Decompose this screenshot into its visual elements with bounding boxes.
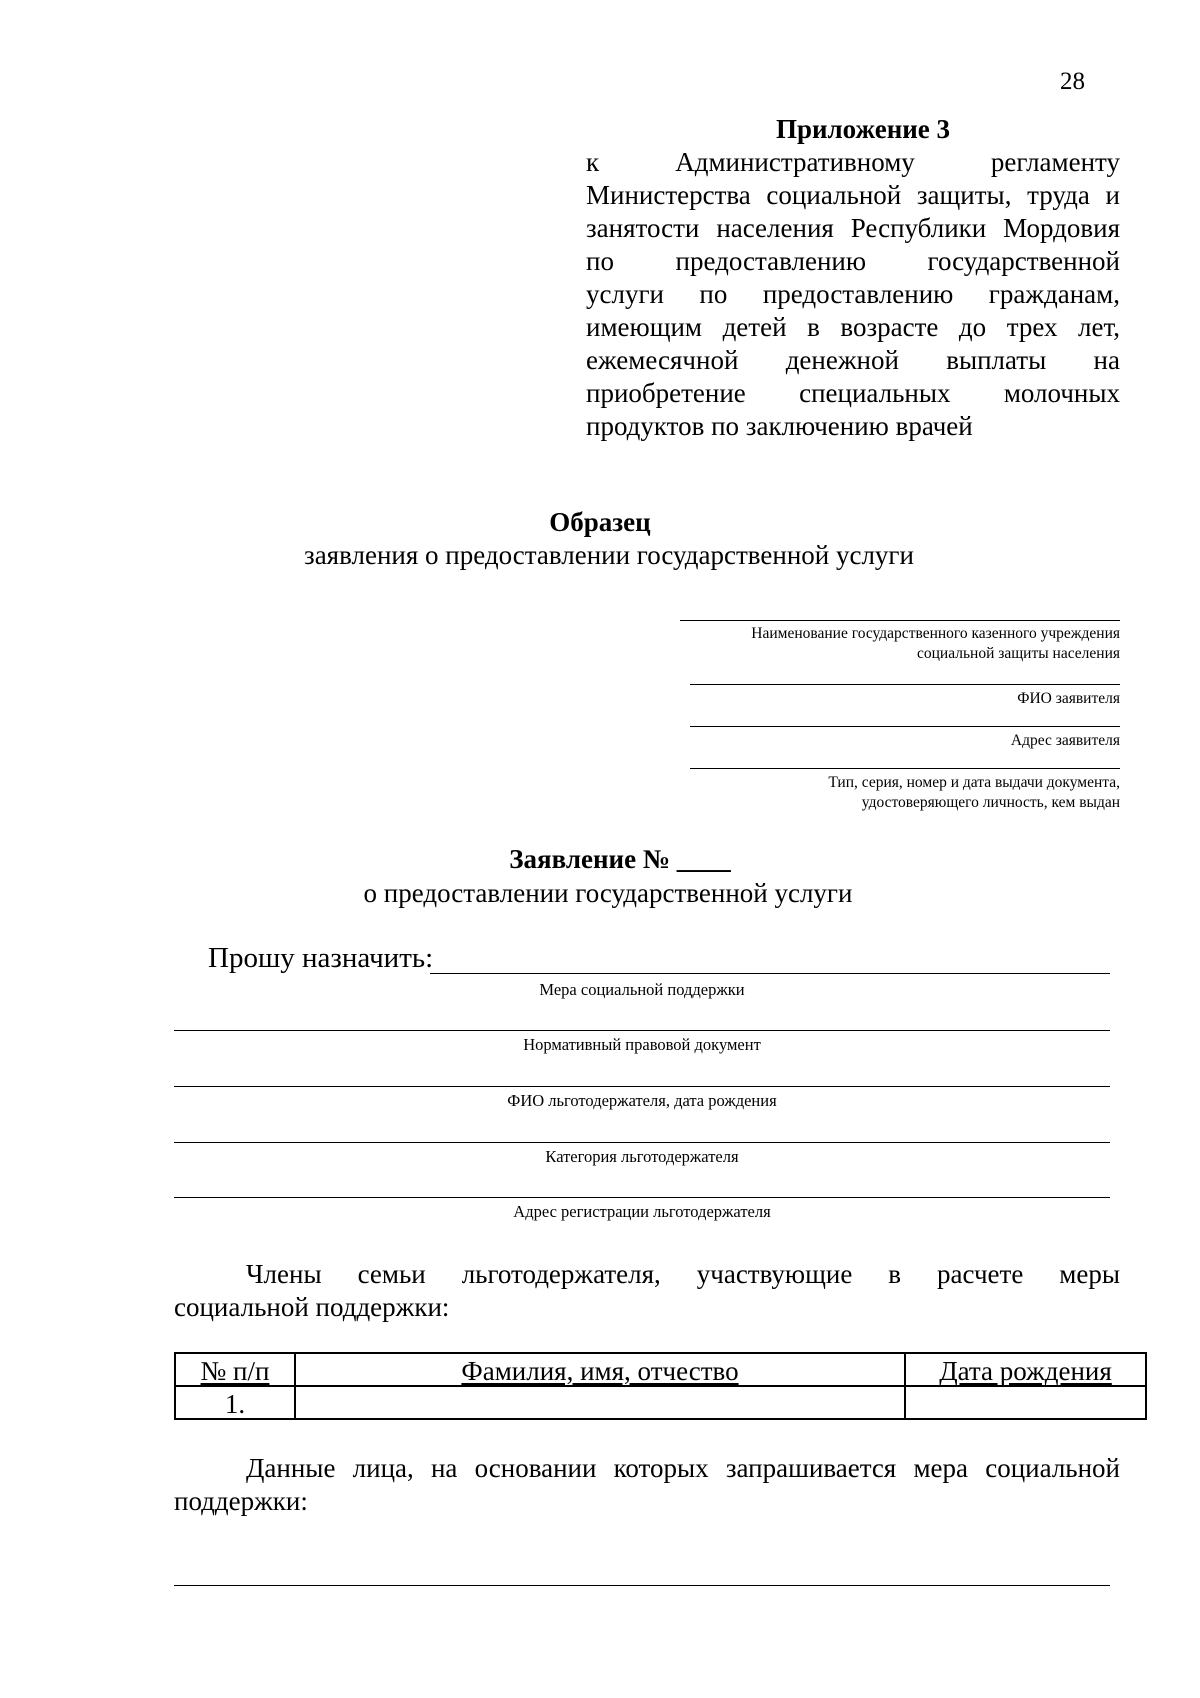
identity-document-field-line[interactable] — [690, 768, 1120, 769]
sample-heading — [0, 506, 1200, 572]
appendix-line: к Административному регламенту — [586, 147, 1120, 177]
beneficiary-name-field-line[interactable] — [174, 1086, 1110, 1087]
institution-field-line[interactable] — [680, 620, 1120, 621]
appendix-line: имеющим детей в возрасте до трех лет, — [586, 312, 1120, 342]
applicant-address-field-line[interactable] — [690, 726, 1120, 727]
appendix-line: услуги по предоставлению гражданам, — [586, 279, 1120, 309]
beneficiary-name-caption: ФИО льготодержателя, дата рождения — [507, 1091, 777, 1110]
table-row — [175, 1386, 1146, 1419]
birth-date-cell[interactable] — [905, 1386, 1146, 1419]
appendix-line: приобретение специальных молочных — [586, 378, 1120, 408]
family-intro-line1: Члены семьи льготодержателя, участвующие в расчете меры — [246, 1259, 1120, 1289]
family-members-table — [174, 1352, 1147, 1420]
beneficiary-address-field-line[interactable] — [174, 1197, 1110, 1198]
identity-document-caption: Тип, серия, номер и дата выдачи документа, удостоверяющего личность, кем выдан — [828, 774, 1120, 811]
row-number-cell: 1. — [175, 1386, 295, 1419]
appendix-block — [586, 113, 1120, 443]
applicant-name-field-line[interactable] — [690, 684, 1120, 685]
request-label: Прошу назначить: — [208, 942, 434, 974]
statement-heading — [0, 842, 1200, 910]
sample-subtitle: заявления о предоставлении государственной услуги — [304, 540, 914, 570]
appendix-title: Приложение 3 — [775, 114, 951, 144]
beneficiary-category-caption: Категория льготодержателя — [545, 1147, 739, 1166]
appendix-line: ежемесячной денежной выплаты на — [586, 345, 1120, 375]
column-header-number: № п/п — [175, 1353, 295, 1386]
family-intro — [174, 1258, 1120, 1324]
statement-title: Заявление № ____ — [509, 844, 731, 874]
person-data-intro — [174, 1452, 1120, 1518]
full-name-cell[interactable] — [295, 1386, 905, 1419]
beneficiary-address-caption: Адрес регистрации льготодержателя — [513, 1202, 771, 1221]
column-header-birth-date: Дата рождения — [905, 1353, 1146, 1386]
legal-document-field-line[interactable] — [174, 1030, 1110, 1031]
family-intro-line2: социальной поддержки: — [174, 1292, 450, 1322]
person-data-line1: Данные лица, на основании которых запрашивается мера социальной — [246, 1453, 1120, 1483]
appendix-line: Министерства социальной защиты, труда и — [586, 180, 1120, 210]
statement-subtitle: о предоставлении государственной услуги — [363, 878, 853, 908]
beneficiary-category-field-line[interactable] — [174, 1142, 1110, 1143]
page-number: 28 — [1060, 68, 1085, 95]
person-data-field-line[interactable] — [174, 1585, 1110, 1586]
appendix-line: занятости населения Республики Мордовия — [586, 213, 1120, 243]
support-measure-field-line[interactable] — [430, 973, 1110, 974]
institution-caption: Наименование государственного казенного учреждения социальной защиты населения — [751, 625, 1120, 662]
applicant-address-caption: Адрес заявителя — [1010, 732, 1120, 749]
support-measure-caption: Мера социальной поддержки — [539, 980, 745, 999]
appendix-line: по предоставлению государственной — [586, 246, 1120, 276]
person-data-line2: поддержки: — [174, 1486, 308, 1516]
column-header-full-name: Фамилия, имя, отчество — [295, 1353, 905, 1386]
legal-document-caption: Нормативный правовой документ — [523, 1035, 761, 1054]
appendix-line: продуктов по заключению врачей — [586, 411, 973, 441]
applicant-name-caption: ФИО заявителя — [1017, 690, 1120, 707]
table-header-row — [175, 1353, 1146, 1386]
sample-title: Образец — [549, 507, 651, 537]
appendix-body — [586, 146, 1120, 443]
